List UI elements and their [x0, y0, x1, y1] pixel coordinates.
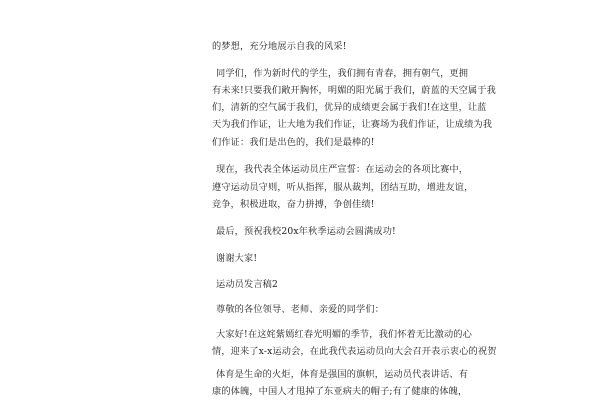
text-line: 大家好!在这姹紫嫣红春光明媚的季节，我们怀着无比激动的心 [216, 329, 472, 340]
text-line: 同学们，作为新时代的学生，我们拥有青春，拥有朝气，更拥 [216, 68, 469, 79]
text-line: 情，迎来了x-x运动会，在此我代表运动员向大会召开表示衷心的祝贺 [212, 346, 497, 357]
text-line: 有未来!只要我们敞开胸怀，明媚的阳光属于我们，蔚蓝的天空属于我 [212, 85, 496, 96]
text-line: 们，清新的空气属于我们，优异的成绩更会属于我们!在这里，让蓝 [212, 102, 487, 113]
text-line: 遵守运动员守则，听从指挥，服从裁判，团结互助，增进友谊， [212, 182, 474, 193]
text-line: 竞争，积极进取，奋力拼搏，争创佳绩! [212, 199, 375, 210]
text-line: 的梦想，充分地展示自我的风采! [212, 41, 347, 52]
text-line: 们作证：我们是出色的，我们是最棒的! [212, 137, 375, 148]
text-line: 现在，我代表全体运动员庄严宣誓：在运动会的各项比赛中， [216, 164, 469, 175]
text-line: 天为我们作证，让大地为我们作证，让赛场为我们作证，让成绩为我 [212, 119, 493, 130]
text-line: 康的体魄，中国人才甩掉了东亚病夫的帽子;有了健康的体魄， [212, 386, 468, 397]
text-line: 谢谢大家! [216, 253, 258, 264]
section-heading: 运动员发言稿2 [216, 279, 279, 290]
text-line: 最后，预祝我校20x年秋季运动会圆满成功! [216, 226, 396, 237]
text-line: 尊敬的各位领导、老师、亲爱的同学们： [216, 304, 385, 315]
text-line: 体育是生命的火炬，体育是强国的旗帜，运动员代表讲话、有 [216, 369, 469, 380]
